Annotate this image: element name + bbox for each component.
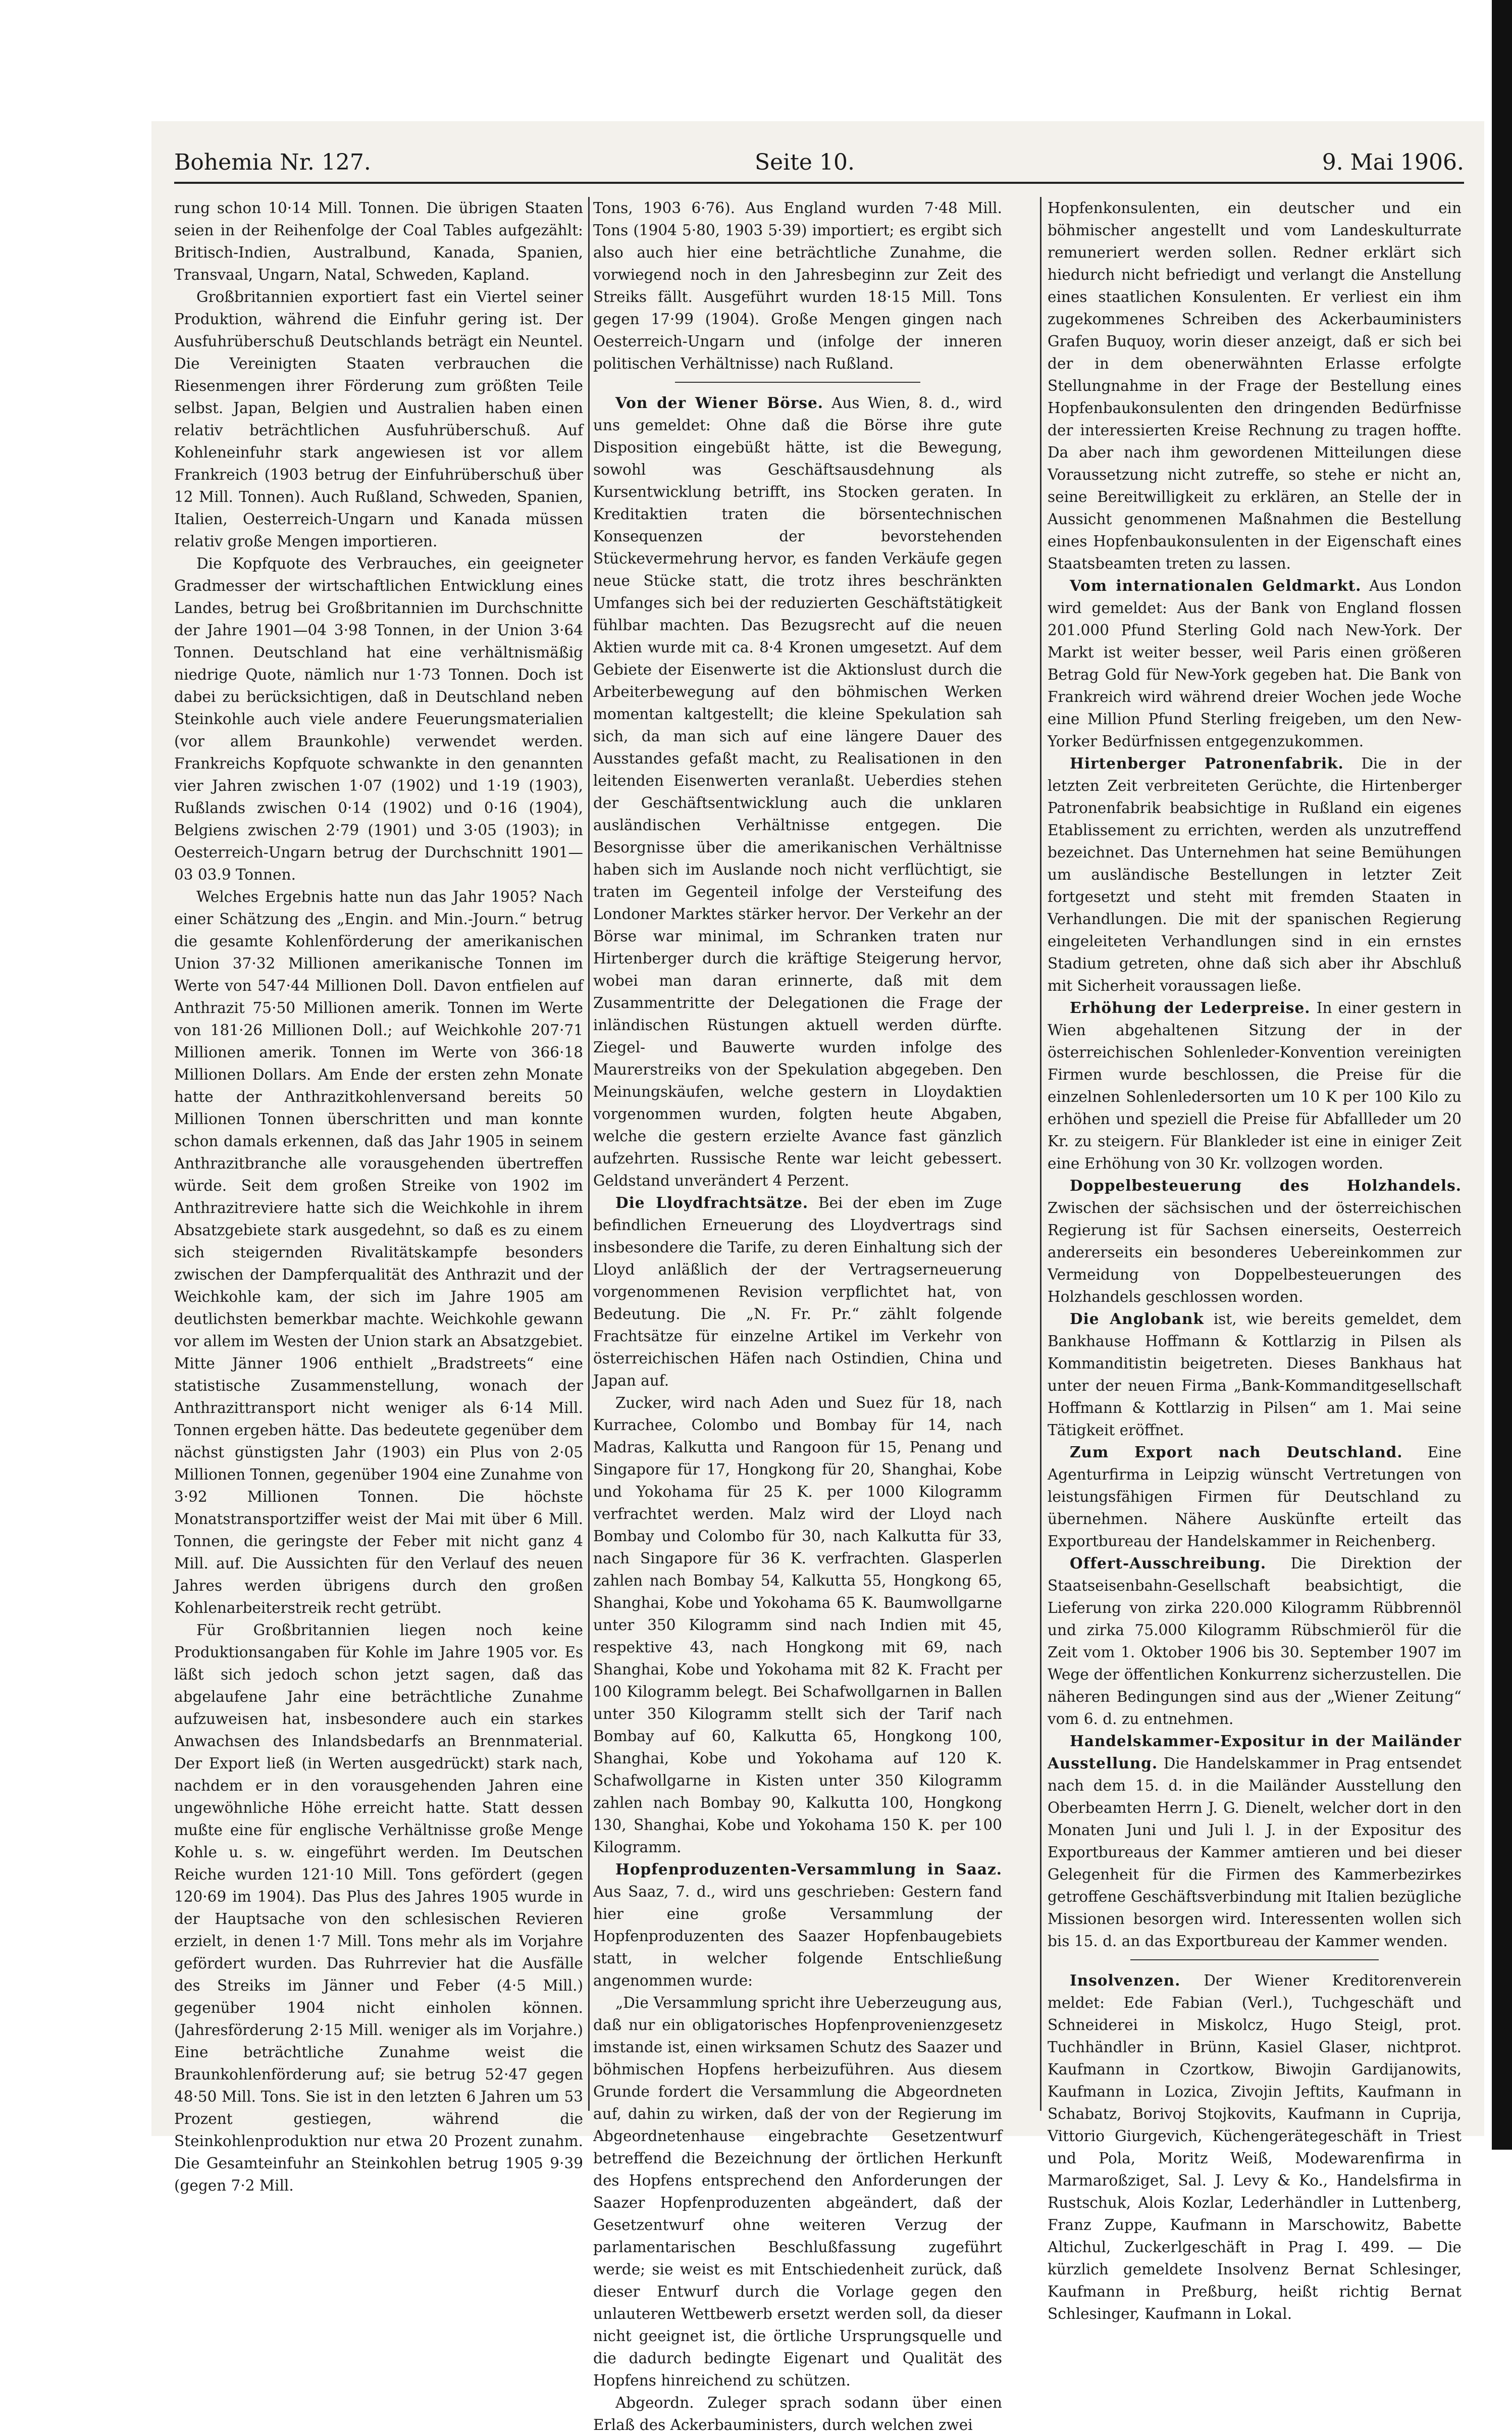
- column-rule-1: [588, 197, 590, 2111]
- article-title: Zum Export nach Deutschland.: [1070, 1443, 1403, 1461]
- article-paragraph: Abgeordn. Zuleger sprach sodann über einen Erlaß des Ackerbauministers, durch welchen zwei: [593, 2394, 1002, 2433]
- header-date: 9. Mai 1906.: [1322, 149, 1464, 175]
- article-paragraph: Hopfenkonsulenten, ein deutscher und ein böhmischer angestellt und vom Landeskulturrate remuneriert werden sollen. Redner erklärt sich hiedurch nicht befriedigt und verlangt die Anstellung eines staatlichen Konsulenten. Er verliest ein ihm zugekommenes Schreiben des Ackerbauministers Grafen Buquoy, worin dieser anzeigt, daß er sich bei der in dem obenerwähnten Erlasse erfolgte Stellungnahme in der Frage der Bestellung eines Hopfenbaukonsulenten den dringenden Bedürfnisse der interessierten Kreise Rechnung zu tragen hoffte. Da aber nach ihm gewordenen Mitteilungen diese Voraussetzung nicht zutreffe, so stehe er nicht an, seine Bereitwilligkeit zu erklären, an Stelle der in Aussicht genommenen Maßnahmen die Bestellung eines Hopfenbaukonsulenten in der Eigenschaft eines Staatsbeamten treten zu lassen.: [1048, 199, 1462, 572]
- article-text: ist, wie bereits gemeldet, dem Bankhause Hoffmann & Kottlarzig in Pilsen als Kommanditistin beigetreten. Dieses Bankhaus hat unter der neuen Firma „Bank-Kommanditgesellschaft Hoffmann & Kottlarzig in Pilsen“ am 1. Mai seine Tätigkeit eröffnet.: [1048, 1310, 1462, 1439]
- article-text: Aus London wird gemeldet: Aus der Bank von England flossen 201.000 Pfund Sterling Gold nach New-York. Der Markt ist weiter besser, weil Paris einen größeren Betrag Gold für New-York gegeben hat. Die Bank von Frankreich wird während dreier Wochen jede Woche eine Million Pfund Sterling freigeben, um den New-Yorker Bedürfnissen entgegenzukommen.: [1048, 577, 1462, 750]
- header-masthead: Bohemia Nr. 127.: [174, 149, 371, 175]
- article-separator: [675, 382, 920, 383]
- article-separator: [1130, 1959, 1379, 1960]
- article-title: Von der Wiener Börse.: [615, 394, 824, 412]
- article-paragraph: Welches Ergebnis hatte nun das Jahr 1905? Nach einer Schätzung des „Engin. and Min.-Journ.“ betrug die gesamte Kohlenförderung der amerikanischen Union 37·32 Millionen amerikanische Tonnen im Werte von 547·44 Millionen Doll. Davon entfielen auf Anthrazit 75·50 Millionen amerik. Tonnen im Werte von 181·26 Millionen Doll.; auf Weichkohle 207·71 Millionen amerik. Tonnen im Werte von 366·18 Millionen Dollars. Am Ende der ersten zehn Monate hatte der Anthrazitkohlenversand bereits 50 Millionen Tonnen überschritten und man konnte schon damals erkennen, daß das Jahr 1905 in seinem Anthrazitbranche alle vorausgehenden übertreffen würde. Seit dem großen Streike von 1902 im Anthrazitreviere hatte sich die Weichkohle in ihrem Absatzgebiete stark ausgedehnt, so daß es zu einem sich steigernden Rivalitätskampfe besonders zwischen der Dampferqualität des Anthrazit und der Weichkohle kam, der sich im Jahre 1905 am deutlichsten bemerkbar machte. Weichkohle gewann vor allem im Westen der Union stark an Absatzgebiet. Mitte Jänner 1906 enthielt „Bradstreets“ eine statistische Zusammenstellung, wonach der Anthrazittransport nicht weniger als 6·14 Mill. Tonnen ergeben hätte. Das bedeutete gegenüber dem nächst günstigsten Jahr (1903) ein Plus von 2·05 Millionen Tonnen, gegenüber 1904 eine Zunahme von 3·92 Millionen Tonnen. Die höchste Monatstransportziffer weist der Mai mit über 6 Mill. Tonnen, die geringste der Feber mit nicht ganz 4 Mill. auf. Die Aussichten für den Verlauf des neuen Jahres werden übrigens durch den großen Kohlenarbeiterstreik recht getrübt.: [174, 888, 583, 1616]
- article-text: Zwischen der sächsischen und der österreichischen Regierung ist für Sachsen einerseits, Oesterreich andererseits ein besonderes Uebereinkommen zur Vermeidung von Doppelbesteuerungen des Holzhandels geschlossen worden.: [1048, 1199, 1462, 1305]
- column-3: [1048, 197, 1462, 2322]
- article-text: Der Wiener Kreditorenverein meldet: Ede Fabian (Verl.), Tuchgeschäft und Schneiderei in Miskolcz, Hugo Steigl, prot. Tuchhändler in Brünn, Kasiel Glaser, nichtprot. Kaufmann in Czortkow, Biwojin Gardijanowits, Kaufmann in Lozica, Zivojin Jeftits, Kaufmann in Schabatz, Borivoj Stojkovits, Kaufmann in Cuprija, Vittorio Giurgevich, Küchengerätegeschäft in Triest und Pola, Moritz Weiß, Modewarenfirma in Marmaroßziget, Sal. J. Levy & Ko., Handelsfirma in Rustschuk, Alois Kozlar, Lederhändler in Luttenberg, Franz Zuppe, Kaufmann in Marschowitz, Babette Altichul, Zuckerlgeschäft in Prag I. 499. — Die kürzlich gemeldete Insolvenz Bernat Schlesinger, Kaufmann in Preßburg, heißt richtig Bernat Schlesinger, Kaufmann in Lokal.: [1048, 1972, 1462, 2322]
- article-title: Die Anglobank: [1070, 1310, 1204, 1328]
- column-rule-2: [1040, 197, 1041, 2111]
- article-title: Erhöhung der Lederpreise.: [1070, 999, 1311, 1017]
- article-title: Doppelbesteuerung des Holzhandels.: [1070, 1177, 1462, 1194]
- article-text: Aus Saaz, 7. d., wird uns geschrieben: Gestern fand hier eine große Versammlung der Hopfenproduzenten des Saazer Hopfenbaugebiets statt, in welcher folgende Entschließung angenommen wurde:: [593, 1883, 1002, 1989]
- article-paragraph: „Die Versammlung spricht ihre Ueberzeugung aus, daß nur ein obligatorisches Hopfenprovenienzgesetz imstande ist, einen wirksamen Schutz des Saazer und böhmischen Hopfens herbeizuführen. Aus diesem Grunde fordert die Versammlung die Abgeordneten auf, dahin zu wirken, daß der von der Regierung im Abgeordnetenhause eingebrachte Gesetzentwurf betreffend die Bezeichnung der örtlichen Herkunft des Hopfens entsprechend den Anforderungen der Saazer Hopfenproduzenten abgeändert, daß der Gesetzentwurf ohne weiteren Verzug der parlamentarischen Beschlußfassung zugeführt werde; sie weist es mit Entschiedenheit zurück, daß dieser Entwurf durch die Vorlage gegen den unlauteren Wettbewerb ersetzt werden soll, da dieser nicht geeignet ist, die örtliche Ursprungsquelle und die dadurch bedingte Eigenart und Qualität des Hopfens hinreichend zu schützen.: [593, 1994, 1002, 2389]
- article-title: Hirtenberger Patronenfabrik.: [1070, 754, 1344, 772]
- article-paragraph: Großbritannien exportiert fast ein Viertel seiner Produktion, während die Einfuhr gering ist. Der Ausfuhrüberschuß Deutschlands beträgt ein Neuntel. Die Vereinigten Staaten verbrauchen die Riesenmengen ihrer Förderung zum größten Teile selbst. Japan, Belgien und Australien haben einen relativ beträchtlichen Ausfuhrüberschuß. Auf Kohleneinfuhr stark angewiesen ist vor allem Frankreich (1903 betrug der Einfuhrüberschuß über 12 Mill. Tonnen). Auch Rußland, Schweden, Spanien, Italien, Oesterreich-Ungarn und Kanada müssen relativ große Mengen importieren.: [174, 288, 583, 550]
- article-paragraph: Tons, 1903 6·76). Aus England wurden 7·48 Mill. Tons (1904 5·80, 1903 5·39) importiert; es ergibt sich also auch hier eine beträchtliche Zunahme, die vorwiegend noch in den Jahresbeginn zur Zeit des Streiks fällt. Ausgeführt wurden 18·15 Mill. Tons gegen 17·99 (1904). Große Mengen gingen nach Oesterreich-Ungarn und (infolge der inneren politischen Verhältnisse) nach Rußland.: [593, 199, 1002, 372]
- article-paragraph: Die Kopfquote des Verbrauches, ein geeigneter Gradmesser der wirtschaftlichen Entwicklung eines Landes, betrug bei Großbritannien im Durchschnitte der Jahre 1901—04 3·98 Tonnen, in der Union 3·64 Tonnen. Deutschland hat eine verhältnismäßig niedrige Quote, nämlich nur 1·73 Tonnen. Doch ist dabei zu berücksichtigen, daß in Deutschland neben Steinkohle auch viele andere Feuerungsmaterialien (vor allem Braunkohle) verwendet werden. Frankreichs Kopfquote schwankte in den genannten vier Jahren zwischen 1·07 (1902) und 1·19 (1903), Rußlands zwischen 0·14 (1902) und 0·16 (1904), Belgiens zwischen 2·79 (1901) und 3·05 (1903); in Oesterreich-Ungarn betrug der Durchschnitt 1901—03 03.9 Tonnen.: [174, 555, 583, 883]
- article-text: Aus Wien, 8. d., wird uns gemeldet: Ohne daß die Börse ihre gute Disposition eingebüßt hätte, ist die Bewegung, sowohl was Geschäftsausdehnung als Kursentwicklung betrifft, ins Stocken geraten. In Kreditaktien traten die börsentechnischen Konsequenzen der bevorstehenden Stückevermehrung hervor, es fanden Verkäufe gegen neue Stücke statt, die trotz ihres beschränkten Umfanges sich bei der reduzierten Geschäftstätigkeit fühlbar machten. Das Bezugsrecht auf die neuen Aktien wurde mit ca. 8·4 Kronen umgesetzt. Auf dem Gebiete der Eisenwerte ist die Aktionslust durch die Arbeiterbewegung auf den böhmischen Werken momentan kaltgestellt; die kleine Spekulation sah sich, da man sich auf eine längere Dauer des Ausstandes gefaßt macht, zu Realisationen in den leitenden Eisenwerten veranlaßt. Ueberdies stehen der Geschäftsentwicklung auch die unklaren ausländischen Verhältnisse entgegen. Die Besorgnisse über die amerikanischen Verhältnisse haben sich im Auslande noch nicht verflüchtigt, sie traten im Gegenteil infolge der Versteifung des Londoner Marktes stärker hervor. Der Verkehr an der Börse war minimal, im Schranken traten nur Hirtenberger durch die kräftige Steigerung hervor, wobei man daran erinnerte, daß mit dem Zusammentritte der Delegationen die Frage der inländischen Rüstungen aktuell werden dürfte. Ziegel- und Bauwerte wurden infolge des Maurerstreiks von der Spekulation abgegeben. Den Meinungskäufen, welche gestern in Lloydaktien vorgenommen wurden, folgten heute Abgaben, welche die gestern erzielte Avance fast gänzlich aufzehrten. Russische Rente war leicht gebessert. Geldstand unverändert 4 Perzent.: [593, 394, 1002, 1189]
- article-paragraph: Für Großbritannien liegen noch keine Produktionsangaben für Kohle im Jahre 1905 vor. Es läßt sich jedoch schon jetzt sagen, daß das abgelaufene Jahr eine beträchtliche Zunahme aufzuweisen hat, insbesondere auch ein starkes Anwachsen des Inlandsbedarfs an Brennmaterial. Der Export ließ (in Werten ausgedrückt) stark nach, nachdem er in den vorausgehenden Jahren eine ungewöhnliche Höhe erreicht hatte. Statt dessen mußte eine für englische Verhältnisse große Menge Kohle u. s. w. eingeführt werden. Im Deutschen Reiche wurden 121·10 Mill. Tons gefördert (gegen 120·69 im 1904). Das Plus des Jahres 1905 wurde in der Hauptsache von den schlesischen Revieren erzielt, in denen 1·7 Mill. Tons mehr als im Vorjahre gefördert wurden. Das Ruhrrevier hat die Ausfälle des Streiks im Jänner und Feber (4·5 Mill.) gegenüber 1904 nicht einholen können. (Jahresförderung 2·15 Mill. weniger als im Vorjahre.) Eine beträchtliche Zunahme weist die Braunkohlenförderung auf; sie betrug 52·47 gegen 48·50 Mill. Tons. Sie ist in den letzten 6 Jahren um 53 Prozent gestiegen, während die Steinkohlenproduktion nur etwa 20 Prozent zunahm. Die Gesamteinfuhr an Steinkohlen betrug 1905 9·39 (gegen 7·2 Mill.: [174, 1621, 583, 2194]
- article-title: Handelskammer-Expositur in der Mailänder Ausstellung.: [1048, 1732, 1462, 1772]
- article-text: Eine Agenturfirma in Leipzig wünscht Vertretungen von leistungsfähigen Firmen für Deutschland zu übernehmen. Nähere Auskünfte erteilt das Exportbureau der Handelskammer in Reichenberg.: [1048, 1444, 1462, 1550]
- article-text: Die in der letzten Zeit verbreiteten Gerüchte, die Hirtenberger Patronenfabrik beabsichtige in Rußland ein eigenes Etablissement zu errichten, werden als unzutreffend bezeichnet. Das Unternehmen hat seine Bemühungen um ausländische Bestellungen in letzter Zeit fortgesetzt und steht mit fremden Staaten in Verhandlungen. Die mit der spanischen Regierung eingeleiteten Verhandlungen sind in ein ernstes Stadium getreten, ohne daß sich aber ihr Abschluß mit Sicherheit voraussagen ließe.: [1048, 755, 1462, 994]
- article-text: Bei der eben im Zuge befindlichen Erneuerung des Lloydvertrags sind insbesondere die Tarife, zu deren Einhaltung sich der Lloyd anläßlich der der Vertragserneuerung vorgenommenen Revision verpflichtet hat, von Bedeutung. Die „N. Fr. Pr.“ zählt folgende Frachtsätze für einzelne Artikel im Verkehr von österreichischen Häfen nach Ostindien, China und Japan auf.: [593, 1194, 1002, 1389]
- article-title: Hopfenproduzenten-Versammlung in Saaz.: [615, 1860, 1002, 1878]
- article-title: Offert-Ausschreibung.: [1070, 1554, 1267, 1572]
- column-1: [174, 197, 583, 2194]
- article-text: Die Direktion der Staatseisenbahn-Gesellschaft beabsichtigt, die Lieferung von zirka 220.000 Kilogramm Rübbrennöl und zirka 75.000 Kilogramm Rübschmieröl für die Zeit vom 1. Oktober 1906 bis 30. September 1907 im Wege der öffentlichen Konkurrenz sicherzustellen. Die näheren Bedingungen sind aus der „Wiener Zeitung“ vom 6. d. zu entnehmen.: [1048, 1555, 1462, 1728]
- scan-border: [1492, 0, 1512, 2150]
- article-text: Die Handelskammer in Prag entsendet nach dem 15. d. in die Mailänder Ausstellung den Oberbeamten Herrn J. G. Dienelt, welcher dort in den Monaten Juni und Juli l. J. in der Expositur des Exportbureaus der Kammer amtieren und bei dieser Gelegenheit für die Firmen des Kammerbezirkes getroffene Geschäftsverbindung mit Italien bezügliche Missionen besorgen wird. Interessenten wollen sich bis 15. d. an das Exportbureau der Kammer wenden.: [1048, 1755, 1462, 1950]
- column-2: [593, 197, 1002, 2433]
- article-paragraph: Zucker, wird nach Aden und Suez für 18, nach Kurrachee, Colombo und Bombay für 14, nach Madras, Kalkutta und Rangoon für 15, Penang und Singapore für 17, Hongkong für 20, Shanghai, Kobe und Yokohama für 25 K. per 1000 Kilogramm verfrachtet werden. Malz wird der Lloyd nach Bombay und Colombo für 30, nach Kalkutta für 33, nach Singapore für 36 K. verfrachten. Glasperlen zahlen nach Bombay 54, Kalkutta 55, Hongkong 65, Shanghai, Kobe und Yokohama 65 K. Baumwollgarne unter 350 Kilogramm sind nach Indien mit 45, respektive 43, nach Hongkong mit 69, nach Shanghai, Kobe und Yokohama mit 82 K. Fracht per 100 Kilogramm belegt. Bei Schafwollgarnen in Ballen unter 350 Kilogramm stellt sich der Tarif nach Bombay auf 60, Kalkutta 65, Hongkong 100, Shanghai, Kobe und Yokohama auf 120 K. Schafwollgarne in Kisten unter 350 Kilogramm zahlen nach Bombay 90, Kalkutta 100, Hongkong 130, Shanghai, Kobe und Yokohama 150 K. per 100 Kilogramm.: [593, 1394, 1002, 1856]
- article-title: Die Lloydfrachtsätze.: [615, 1194, 809, 1211]
- article-title: Insolvenzen.: [1070, 1971, 1181, 1989]
- article-title: Vom internationalen Geldmarkt.: [1070, 577, 1362, 594]
- page-header: [174, 146, 1464, 184]
- header-page-number: Seite 10.: [755, 149, 855, 175]
- article-paragraph: rung schon 10·14 Mill. Tonnen. Die übrigen Staaten seien in der Reihenfolge der Coal Tables aufgezählt: Britisch-Indien, Australbund, Kanada, Spanien, Transvaal, Ungarn, Natal, Schweden, Kapland.: [174, 199, 583, 283]
- article-text: In einer gestern in Wien abgehaltenen Sitzung der in der österreichischen Sohlenleder-Konvention vereinigten Firmen wurde beschlossen, die Preise für die einzelnen Sohlenledersorten um 10 K per 100 Kilo zu erhöhen und speziell die Preise für Abfallleder um 20 Kr. zu steigern. Für Blankleder ist eine in einiger Zeit eine Erhöhung von 30 Kr. vollzogen worden.: [1048, 999, 1462, 1172]
